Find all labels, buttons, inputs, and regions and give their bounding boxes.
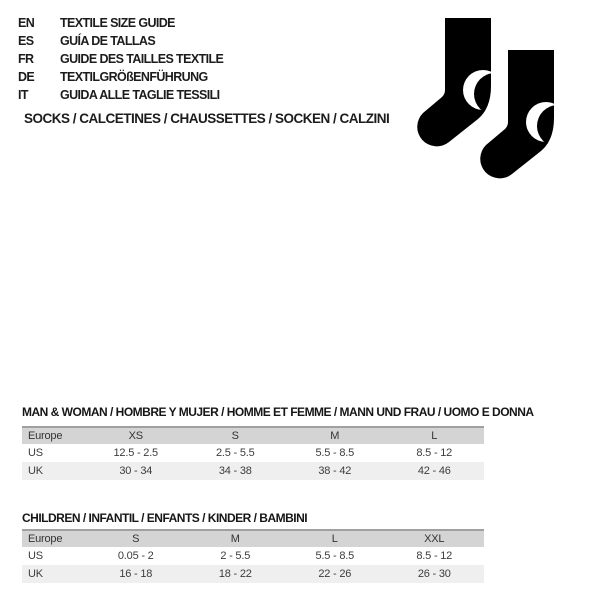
language-code: IT	[18, 88, 28, 102]
language-term: GUIDE DES TAILLES TEXTILE	[60, 52, 224, 66]
language-code: FR	[18, 52, 34, 66]
language-row-fr	[18, 50, 223, 68]
table-header-row	[22, 529, 484, 547]
language-row-it	[18, 86, 223, 104]
language-row-de	[18, 68, 223, 86]
language-code: ES	[18, 34, 34, 48]
table-cell: 30 - 34	[119, 465, 153, 477]
table-cell: 2 - 5.5	[220, 550, 251, 562]
language-row-es	[18, 32, 223, 50]
socks-icon	[395, 0, 600, 190]
table-cell: 8.5 - 12	[416, 550, 453, 562]
table-header-cell: M	[230, 533, 240, 545]
table-cell: 5.5 - 8.5	[315, 550, 355, 562]
table-cell: 38 - 42	[318, 465, 352, 477]
table-row-us	[22, 547, 484, 565]
table-cell: UK	[28, 568, 43, 580]
language-list	[18, 14, 223, 104]
language-term: GUIDA ALLE TAGLIE TESSILI	[60, 88, 220, 102]
language-term: TEXTILE SIZE GUIDE	[60, 16, 175, 30]
table-header-cell: L	[431, 430, 438, 442]
table-cell: 0.05 - 2	[117, 550, 154, 562]
sock-left	[417, 18, 516, 146]
table-header-cell: XXL	[424, 533, 445, 545]
table-cell: 5.5 - 8.5	[315, 447, 355, 459]
table-cell: 42 - 46	[417, 465, 451, 477]
table-header-cell: M	[330, 430, 340, 442]
table-cell: 26 - 30	[417, 568, 451, 580]
table-header-cell: S	[231, 430, 239, 442]
language-term: GUÍA DE TALLAS	[60, 34, 156, 48]
size-table-adult	[22, 426, 484, 480]
table-header-cell: XS	[128, 430, 143, 442]
table-row-uk	[22, 565, 484, 583]
table-cell: 8.5 - 12	[416, 447, 453, 459]
table-cell: 18 - 22	[218, 568, 252, 580]
language-row-en	[18, 14, 223, 32]
language-code: EN	[18, 16, 35, 30]
table-cell: 22 - 26	[318, 568, 352, 580]
sock-right	[480, 50, 579, 178]
table-header-cell: L	[331, 533, 338, 545]
table-cell: 16 - 18	[119, 568, 153, 580]
table-row-us	[22, 444, 484, 462]
table-cell: 12.5 - 2.5	[113, 447, 158, 459]
table-cell: US	[28, 550, 43, 562]
table-cell: 34 - 38	[218, 465, 252, 477]
table-header-cell: S	[132, 533, 140, 545]
table-cell: 2.5 - 5.5	[215, 447, 255, 459]
table-header-row	[22, 426, 484, 444]
language-term: TEXTILGRÖßENFÜHRUNG	[60, 70, 208, 84]
table-title-children: CHILDREN / INFANTIL / ENFANTS / KINDER / BAMBINI	[22, 511, 308, 525]
language-code: DE	[18, 70, 35, 84]
size-table-children	[22, 529, 484, 583]
table-title-adult: MAN & WOMAN / HOMBRE Y MUJER / HOMME ET FEMME / MANN UND FRAU / UOMO E DONNA	[22, 405, 534, 419]
table-cell: US	[28, 447, 43, 459]
table-row-uk	[22, 462, 484, 480]
table-cell: UK	[28, 465, 43, 477]
table-header-cell: Europe	[28, 533, 63, 545]
table-header-cell: Europe	[28, 430, 63, 442]
category-line: SOCKS / CALCETINES / CHAUSSETTES / SOCKEN / CALZINI	[24, 111, 390, 126]
